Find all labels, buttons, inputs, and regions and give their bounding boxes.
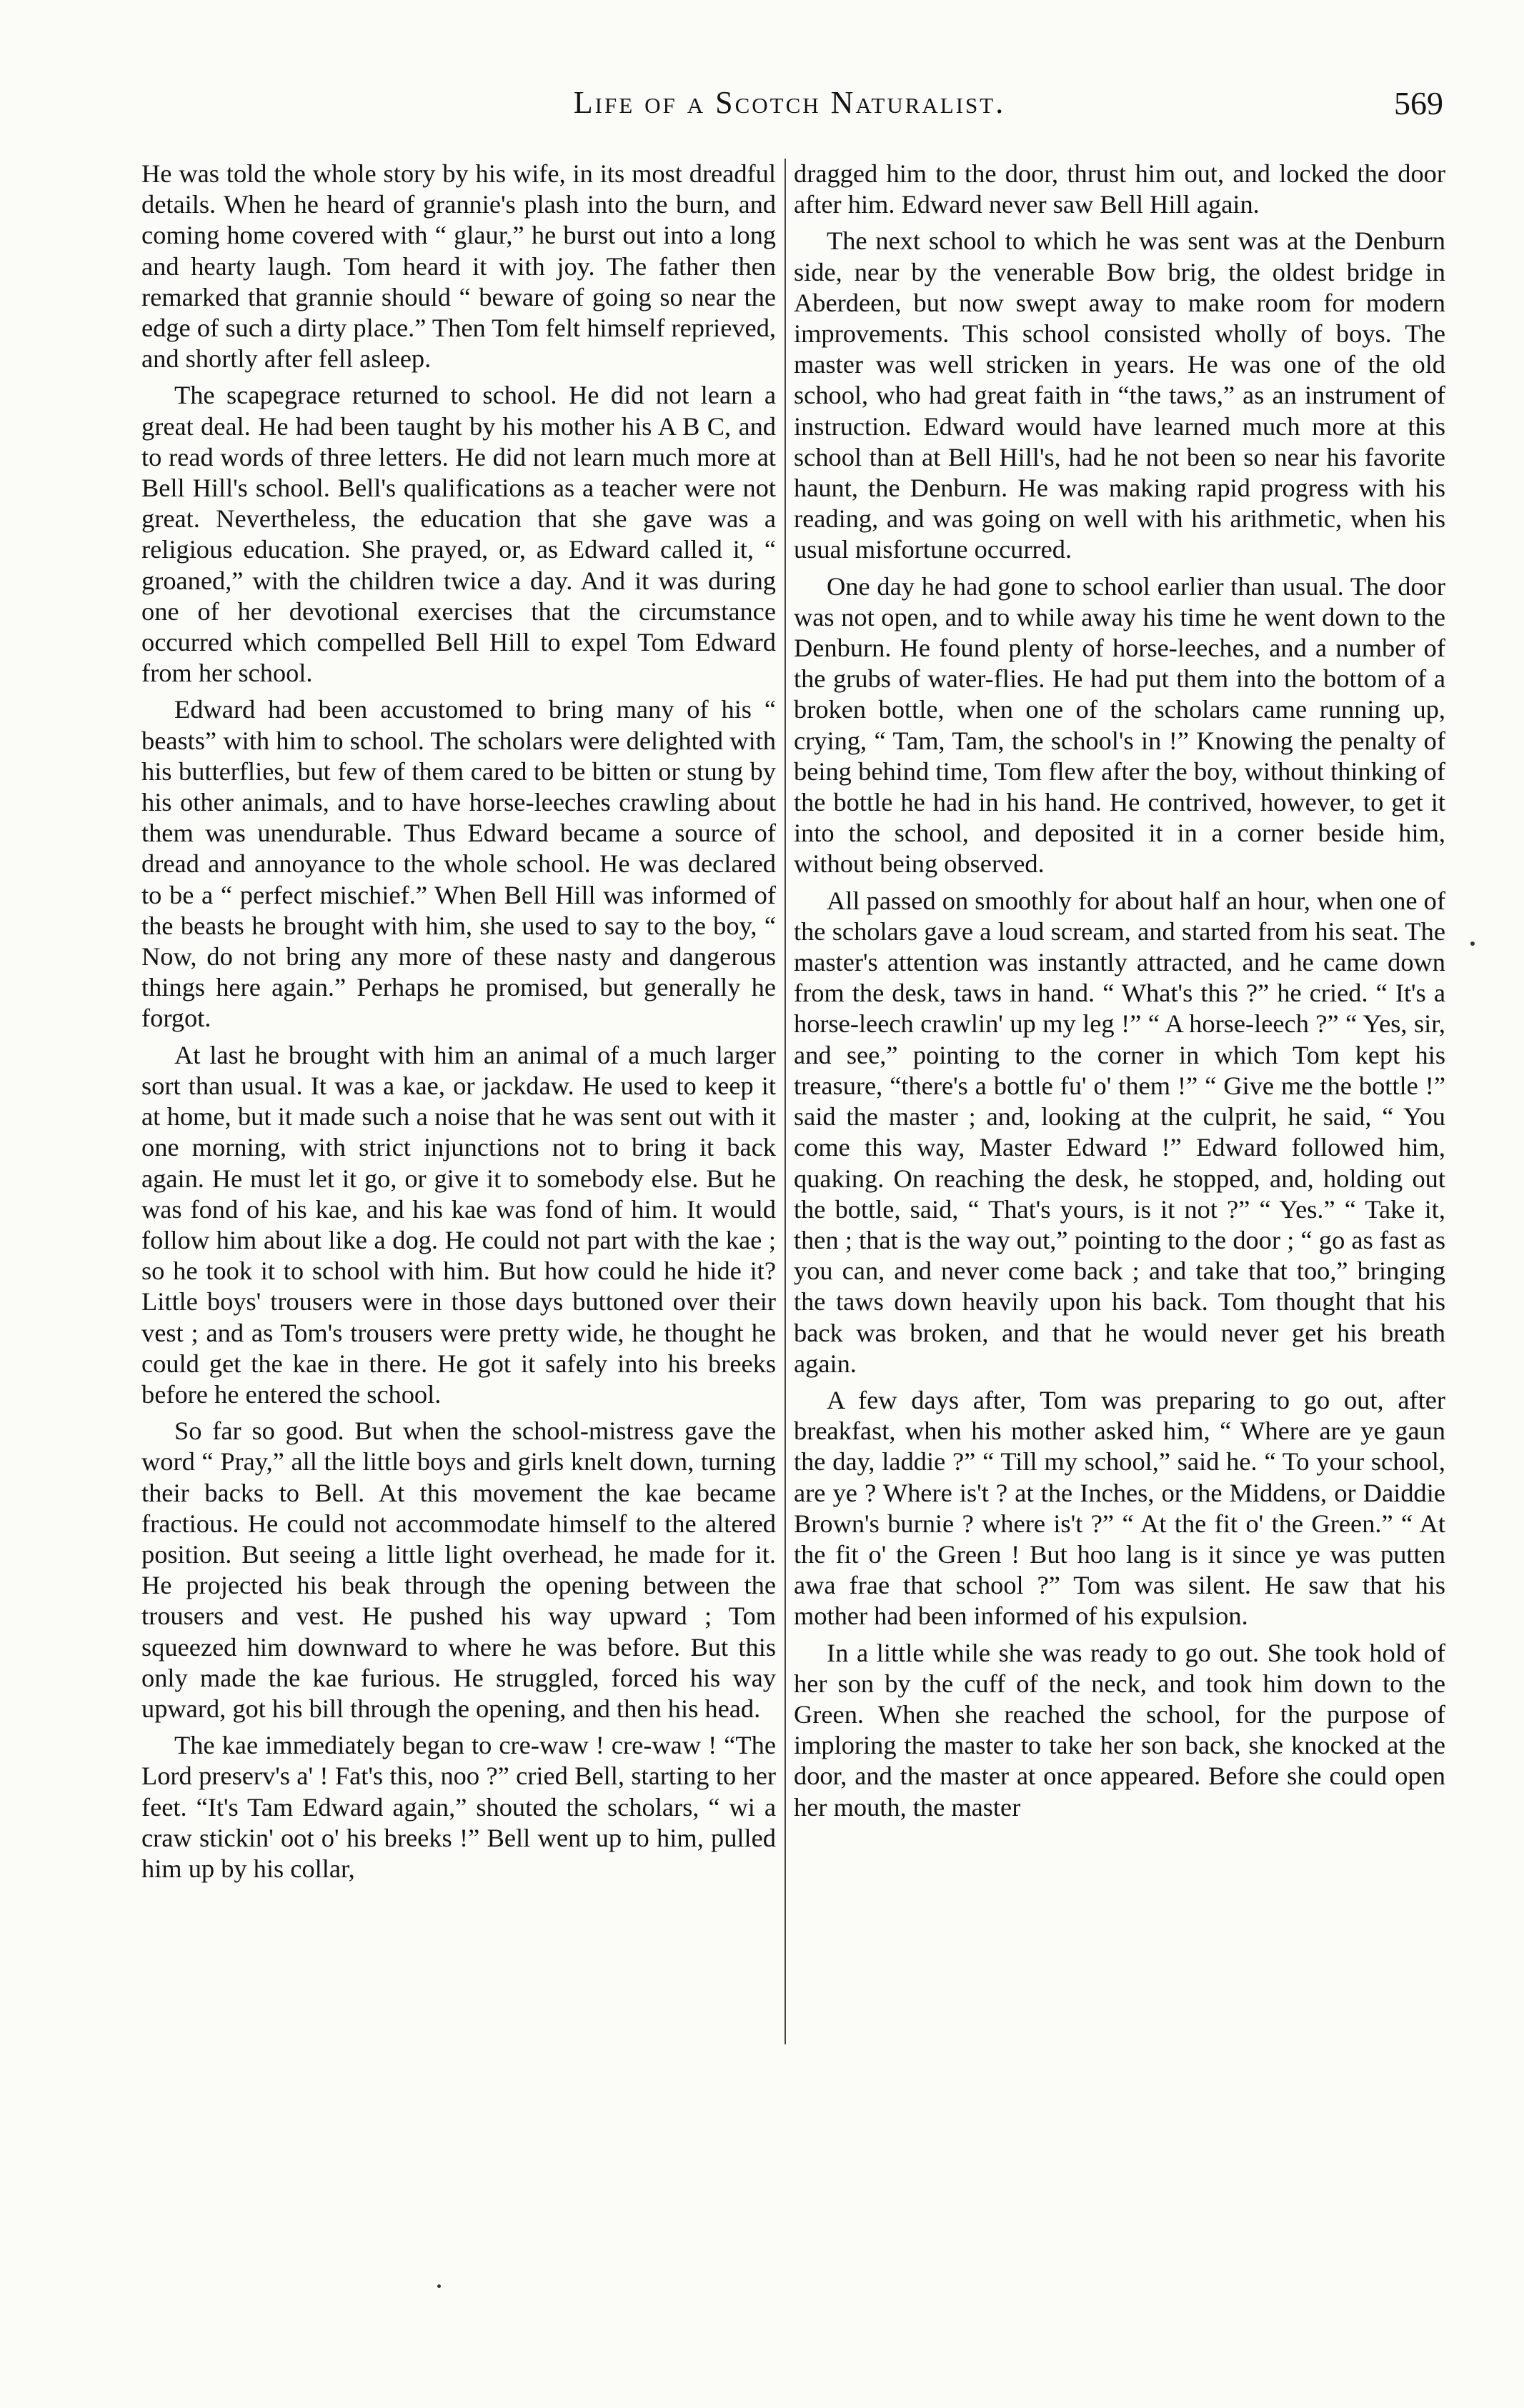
paragraph: All passed on smoothly for about half an hour, when one of the scholars gave a loud scream, and started from his seat. The master's attention was instantly attracted, and he came down from the desk, taws in hand. “ What's this ?” he cried. “ It's a horse-leech crawlin' up my leg !” “ A horse-leech ?” “ Yes, sir, and see,” pointing to the corner in which Tom kept his treasure, “there's a bottle fu' o' them !” “ Give me the bottle !” said the master ; and, looking at the culprit, he said, “ You come this way, Master Edward !” Edward followed him, quaking. On reaching the desk, he stopped, and, holding out the bottle, said, “ That's yours, is it not ?” “ Yes.” “ Take it, then ; that is the way out,” pointing to the door ; “ go as fast as you can, and never come back ; and take that too,” bringing the taws down heavily upon his back. Tom thought that his back was broken, and that he would never get his breath again. <box>794 886 1445 1378</box>
paragraph: Edward had been accustomed to bring many of his “ beasts” with him to school. The scholars were delighted with his butterflies, but few of them cared to be bitten or stung by his other animals, and to have horse-leeches crawling about them was unendurable. Thus Edward became a source of dread and annoyance to the whole school. He was declared to be a “ perfect mischief.” When Bell Hill was informed of the beasts he brought with him, she used to say to the boy, “ Now, do not bring any more of these nasty and dangerous things here again.” Perhaps he promised, but generally he forgot. <box>141 695 776 1033</box>
ink-speck <box>437 2284 441 2288</box>
paragraph: The next school to which he was sent was at the Denburn side, near by the venerable Bow brig, the oldest bridge in Aberdeen, but now swept away to make room for modern improvements. This school consisted wholly of boys. The master was well stricken in years. He was one of the old school, who had great faith in “the taws,” as an instrument of instruction. Edward would have learned much more at this school than at Bell Hill's, had he not been so near his favorite haunt, the Denburn. He was making rapid progress with his reading, and was going on well with his arithmetic, when his usual misfortune occurred. <box>794 226 1445 564</box>
paragraph: At last he brought with him an animal of a much larger sort than usual. It was a kae, or jackdaw. He used to keep it at home, but it made such a noise that he was sent out with it one morning, with strict injunctions not to bring it back again. He must let it go, or give it to somebody else. But he was fond of his kae, and his kae was fond of him. It would follow him about like a dog. He could not part with the kae ; so he took it to school with him. But how could he hide it? Little boys' trousers were in those days buttoned over their vest ; and as Tom's trousers were pretty wide, he thought he could get the kae in there. He got it safely into his breeks before he entered the school. <box>141 1040 776 1409</box>
paragraph: The scapegrace returned to school. He did not learn a great deal. He had been taught by his mother his A B C, and to read words of three letters. He did not learn much more at Bell Hill's school. Bell's qualifications as a teacher were not great. Nevertheless, the education that she gave was a religious education. She prayed, or, as Edward called it, “ groaned,” with the children twice a day. And it was during one of her devotional exercises that the circumstance occurred which compelled Bell Hill to expel Tom Edward from her school. <box>141 381 776 688</box>
page-header <box>136 84 1443 129</box>
ink-speck <box>1470 941 1475 946</box>
paragraph: In a little while she was ready to go out. She took hold of her son by the cuff of the neck, and took him down to the Green. When she reached the school, for the purpose of imploring the master to take her son back, she knocked at the door, and the master at once appeared. Before she could open her mouth, the master <box>794 1638 1445 1822</box>
paragraph: One day he had gone to school earlier than usual. The door was not open, and to while away his time he went down to the Denburn. He found plenty of horse-leeches, and a number of the grubs of water-flies. He had put them into the bottom of a broken bottle, when one of the scholars came running up, crying, “ Tam, Tam, the school's in !” Knowing the penalty of being behind time, Tom flew after the boy, without thinking of the bottle he had in his hand. He contrived, however, to get it into the school, and deposited it in a corner beside him, without being observed. <box>794 571 1445 879</box>
paragraph: He was told the whole story by his wife, in its most dreadful details. When he heard of grannie's plash into the burn, and coming home covered with “ glaur,” he burst out into a long and hearty laugh. Tom heard it with joy. The father then remarked that grannie should “ beware of going so near the edge of such a dirty place.” Then Tom felt himself reprieved, and shortly after fell asleep. <box>141 159 776 374</box>
paragraph: A few days after, Tom was preparing to go out, after breakfast, when his mother asked him, “ Where are ye gaun the day, laddie ?” “ Till my school,” said he. “ To your school, are ye ? Where is't ? at the Inches, or the Middens, or Daiddie Brown's burnie ? where is't ?” “ At the fit o' the Green.” “ At the fit o' the Green ! But hoo lang is it since ye was putten awa frae that school ?” Tom was silent. He saw that his mother had been informed of his expulsion. <box>794 1385 1445 1631</box>
column-divider <box>785 159 786 2044</box>
left-column <box>141 159 776 1884</box>
paragraph: The kae immediately began to cre-waw ! cre-waw ! “The Lord preserv's a' ! Fat's this, noo ?” cried Bell, starting to her feet. “It's Tam Edward again,” shouted the scholars, “ wi a craw stickin' oot o' his breeks !” Bell went up to him, pulled him up by his collar, <box>141 1731 776 1883</box>
paragraph: So far so good. But when the school-mistress gave the word “ Pray,” all the little boys and girls knelt down, turning their backs to Bell. At this movement the kae became fractious. He could not accommodate himself to the altered position. But seeing a little light overhead, he made for it. He projected his beak through the opening between the trousers and vest. He pushed his way upward ; Tom squeezed him downward to where he was before. But this only made the kae furious. He struggled, forced his way upward, got his bill through the opening, and then his head. <box>141 1417 776 1723</box>
paragraph: dragged him to the door, thrust him out, and locked the door after him. Edward never saw Bell Hill again. <box>794 159 1445 219</box>
page-number: 569 <box>1394 85 1443 121</box>
running-title: Life of a Scotch Naturalist. <box>573 85 1006 120</box>
right-column <box>794 159 1445 1823</box>
